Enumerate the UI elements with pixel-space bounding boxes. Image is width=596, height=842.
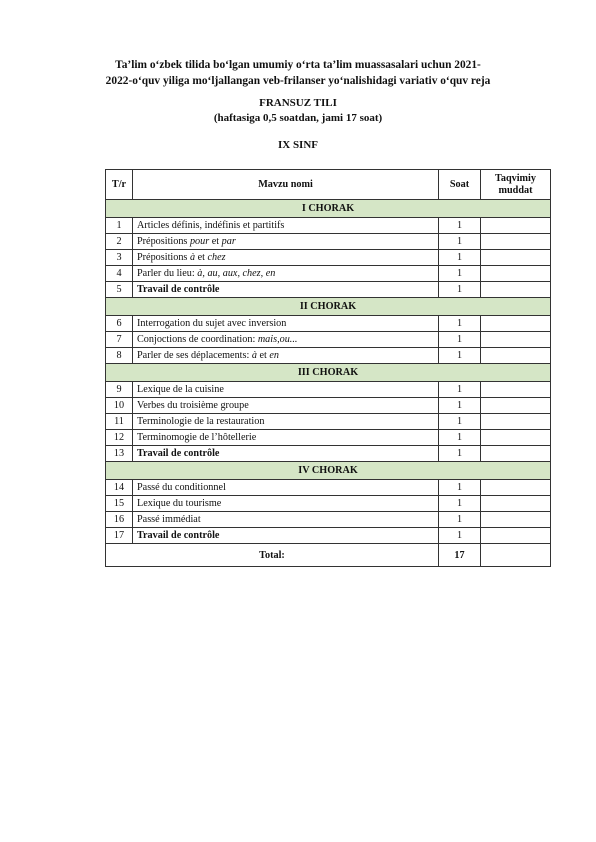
quarter-heading: IV CHORAK [106,462,551,480]
topic-text-part: pour [189,236,210,247]
lesson-deadline-cell [481,480,551,496]
table-row [106,446,551,462]
topic-text-part: Conjoctions de coordination: [137,334,258,345]
lesson-hours: 1 [439,282,481,298]
lesson-hours: 1 [439,250,481,266]
lesson-hours: 1 [439,480,481,496]
lesson-topic [133,266,439,282]
lesson-deadline-cell [481,430,551,446]
table-row [106,316,551,332]
lesson-topic [133,348,439,364]
lesson-topic [133,332,439,348]
document-title [60,57,536,89]
table-header-row [106,170,551,200]
topic-text-part: et [195,252,208,263]
topic-text-part: à, au, aux, chez, en [197,268,276,279]
lesson-deadline-cell [481,218,551,234]
topic-text-part: par [221,236,236,247]
lesson-deadline-cell [481,496,551,512]
lesson-deadline-cell [481,348,551,364]
lesson-topic [133,250,439,266]
quarter-row [106,298,551,316]
lesson-hours: 1 [439,512,481,528]
lesson-deadline-cell [481,528,551,544]
topic-text-part: en [269,350,280,361]
lesson-number: 6 [106,316,133,332]
topic-text-part: Travail de contrôle [137,530,220,541]
lesson-number: 9 [106,382,133,398]
subject-name: FRANSUZ TILI [259,97,337,109]
table-row [106,266,551,282]
lesson-topic [133,512,439,528]
topic-text-part: Articles définis, indéfinis et partitifs [137,220,285,231]
title-line-1: Ta’lim o‘zbek tilida bo‘lgan umumiy o‘rta ta’lim muassasalari uchun 2021- [115,59,481,71]
lesson-hours: 1 [439,316,481,332]
topic-text-part: à [251,350,257,361]
lesson-hours: 1 [439,348,481,364]
lesson-deadline-cell [481,398,551,414]
lesson-number: 11 [106,414,133,430]
lesson-hours: 1 [439,398,481,414]
column-header-deadline [481,170,551,200]
table-row [106,414,551,430]
lesson-number: 8 [106,348,133,364]
title-line-2: 2022-o‘quv yiliga mo‘ljallangan veb-frilanser yo‘nalishidagi variativ o‘quv reja [105,75,491,87]
lesson-hours: 1 [439,446,481,462]
topic-text-part: Verbes du troisième groupe [137,400,249,411]
lesson-number: 17 [106,528,133,544]
quarter-heading: III CHORAK [106,364,551,382]
lesson-hours: 1 [439,234,481,250]
lesson-deadline-cell [481,266,551,282]
deadline-header-line-2: muddat [498,184,533,196]
topic-text-part: Passé du conditionnel [137,482,226,493]
topic-text-part: mais,ou... [257,334,298,345]
quarter-row [106,200,551,218]
lesson-topic [133,382,439,398]
topic-text-part: Passé immédiat [137,514,201,525]
topic-text-part: Interrogation du sujet avec inversion [137,318,287,329]
lesson-number: 13 [106,446,133,462]
hours-note: (haftasiga 0,5 soatdan, jami 17 soat) [213,112,383,124]
lesson-deadline-cell [481,250,551,266]
lesson-number: 7 [106,332,133,348]
topic-text-part: Parler de ses déplacements: [137,350,252,361]
table-row [106,512,551,528]
lesson-deadline-cell [481,414,551,430]
quarter-row [106,462,551,480]
table-row [106,348,551,364]
column-header-num: T/r [106,170,133,200]
table-row [106,480,551,496]
lesson-topic [133,282,439,298]
table-row [106,282,551,298]
table-row [106,218,551,234]
lesson-hours: 1 [439,496,481,512]
topic-text-part: Travail de contrôle [137,448,220,459]
topic-text-part: Travail de contrôle [137,284,220,295]
lesson-deadline-cell [481,446,551,462]
topic-text-part: Prépositions [137,236,190,247]
lesson-hours: 1 [439,414,481,430]
lesson-topic [133,316,439,332]
topic-text-part: Terminologie de la restauration [137,416,265,427]
grade-heading: IX SINF [277,139,319,151]
lesson-hours: 1 [439,218,481,234]
lesson-topic [133,528,439,544]
lesson-topic [133,496,439,512]
lesson-topic [133,446,439,462]
table-row [106,250,551,266]
lesson-topic [133,430,439,446]
table-row [106,528,551,544]
lesson-topic [133,480,439,496]
lesson-number: 12 [106,430,133,446]
lesson-hours: 1 [439,528,481,544]
topic-text-part: Lexique de la cuisine [137,384,224,395]
lesson-deadline-cell [481,512,551,528]
table-row [106,234,551,250]
table-row [106,496,551,512]
lesson-hours: 1 [439,382,481,398]
lesson-deadline-cell [481,332,551,348]
lesson-hours: 1 [439,430,481,446]
total-label: Total: [106,544,439,567]
total-deadline-cell [481,544,551,567]
curriculum-table [105,169,551,567]
lesson-topic [133,218,439,234]
subject-heading [0,96,596,126]
lesson-topic [133,234,439,250]
lesson-number: 10 [106,398,133,414]
lesson-number: 15 [106,496,133,512]
lesson-number: 5 [106,282,133,298]
lesson-deadline-cell [481,382,551,398]
table-row [106,398,551,414]
table-row [106,430,551,446]
lesson-deadline-cell [481,234,551,250]
lesson-topic [133,398,439,414]
lesson-hours: 1 [439,266,481,282]
lesson-number: 2 [106,234,133,250]
lesson-topic [133,414,439,430]
topic-text-part: Prépositions [137,252,190,263]
topic-text-part: Terminomogie de l’hôtellerie [137,432,257,443]
lesson-number: 14 [106,480,133,496]
lesson-number: 3 [106,250,133,266]
column-header-hours: Soat [439,170,481,200]
deadline-header-line-1: Taqvimiy [495,172,536,184]
total-row [106,544,551,567]
lesson-number: 16 [106,512,133,528]
table-row [106,332,551,348]
total-hours: 17 [439,544,481,567]
quarter-heading: II CHORAK [106,298,551,316]
lesson-number: 1 [106,218,133,234]
lesson-deadline-cell [481,282,551,298]
table-row [106,382,551,398]
quarter-heading: I CHORAK [106,200,551,218]
lesson-hours: 1 [439,332,481,348]
topic-text-part: Parler du lieu: [137,268,198,279]
topic-text-part: chez [207,252,226,263]
topic-text-part: et [256,350,270,361]
quarter-row [106,364,551,382]
topic-text-part: Lexique du tourisme [137,498,222,509]
topic-text-part: à [189,252,196,263]
topic-text-part: et [209,236,222,247]
lesson-deadline-cell [481,316,551,332]
table-body [106,200,551,544]
column-header-topic: Mavzu nomi [133,170,439,200]
lesson-number: 4 [106,266,133,282]
